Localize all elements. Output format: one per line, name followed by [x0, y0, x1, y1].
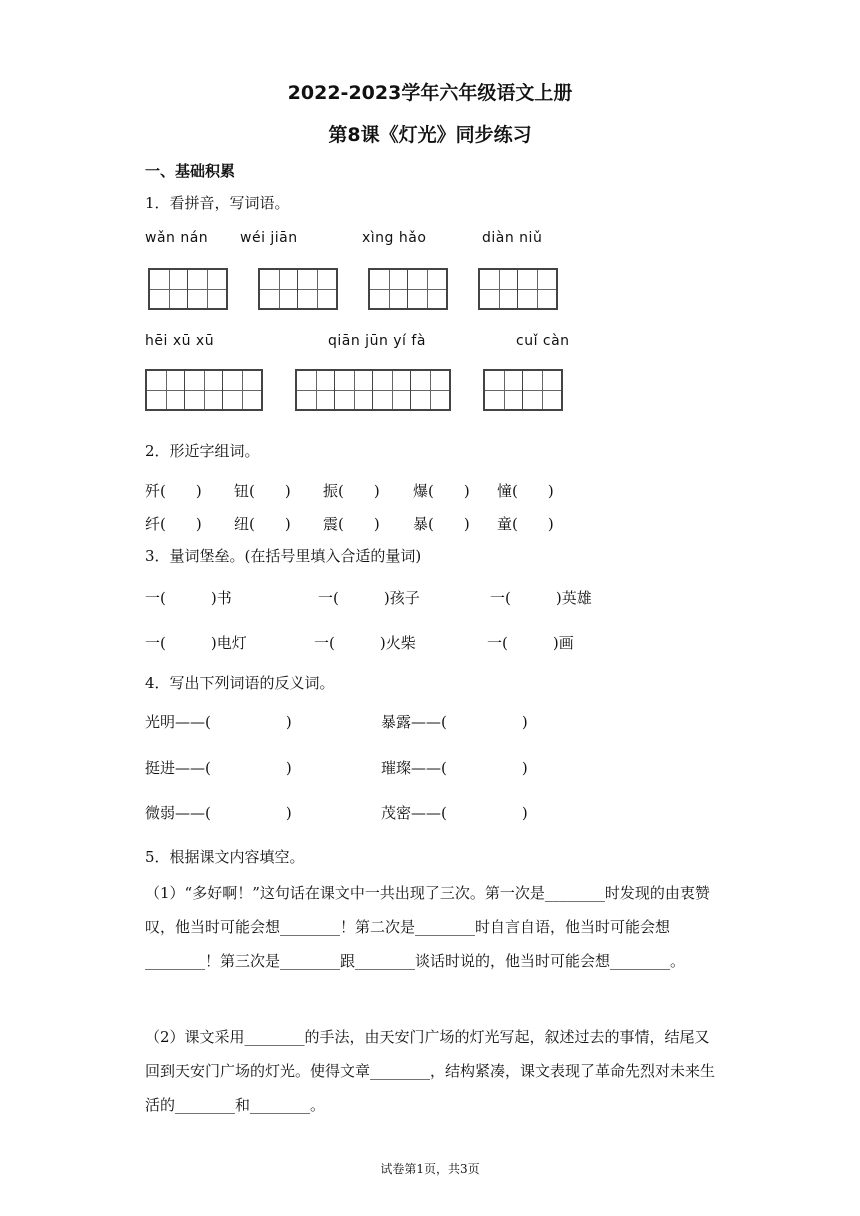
antonym-item: 挺进——( ) — [145, 759, 292, 777]
word-pair-item: 震( ) — [323, 515, 380, 533]
char-grid-6[interactable] — [295, 369, 451, 411]
fill-blank-paragraph-2: （2）课文采用________的手法，由天安门广场的灯光写起，叙述过去的事情，结尾又回到天安门广场的灯光。使得文章________，结构紧凑，课文表现了革命先烈对未来生活的________和________。 — [145, 1028, 716, 1114]
antonym-item: 茂密——( ) — [381, 804, 528, 822]
word-pair-item: 暴( ) — [413, 515, 470, 533]
page-subtitle: 第8课《灯光》同步练习 — [328, 124, 532, 146]
char-grid-7[interactable] — [483, 369, 563, 411]
antonym-item: 璀璨——( ) — [381, 759, 528, 777]
word-pair-item: 纤( ) — [145, 515, 202, 533]
pinyin-6: qiān jūn yí fà — [328, 333, 426, 349]
measure-word-item: 一( )孩子 — [318, 589, 420, 607]
question-2-label: 2．形近字组词。 — [145, 442, 260, 460]
word-pair-item: 钮( ) — [234, 482, 291, 500]
antonym-item: 微弱——( ) — [145, 804, 292, 822]
antonym-item: 暴露——( ) — [381, 713, 528, 731]
pinyin-5: hēi xū xū — [145, 333, 215, 349]
measure-word-item: 一( )英雄 — [490, 589, 592, 607]
word-pair-item: 歼( ) — [145, 482, 202, 500]
antonym-item: 光明——( ) — [145, 713, 292, 731]
page-footer: 试卷第1页，共3页 — [380, 1162, 480, 1176]
word-pair-item: 振( ) — [323, 482, 380, 500]
word-pair-item: 童( ) — [497, 515, 554, 533]
word-pair-item: 憧( ) — [497, 482, 554, 500]
char-grid-2[interactable] — [258, 268, 338, 310]
char-grid-3[interactable] — [368, 268, 448, 310]
char-grid-1[interactable] — [148, 268, 228, 310]
question-3-label: 3．量词堡垒。(在括号里填入合适的量词) — [145, 547, 422, 565]
pinyin-3: xìng hǎo — [362, 230, 427, 246]
measure-word-item: 一( )画 — [487, 634, 574, 652]
question-4-label: 4．写出下列词语的反义词。 — [145, 674, 335, 692]
word-pair-item: 爆( ) — [413, 482, 470, 500]
section-heading: 一、基础积累 — [145, 162, 236, 180]
fill-blank-paragraph-1: （1）“多好啊！”这句话在课文中一共出现了三次。第一次是________时发现的由衷赞叹，他当时可能会想________！第二次是________时自言自语，他当时可能会想________！第三次是________跟________谈话时说的，他当时可能会想________。 — [145, 884, 710, 970]
question-1-label: 1．看拼音，写词语。 — [145, 194, 290, 212]
pinyin-1: wǎn nán — [145, 230, 209, 246]
measure-word-item: 一( )火柴 — [314, 634, 416, 652]
char-grid-4[interactable] — [478, 268, 558, 310]
measure-word-item: 一( )电灯 — [145, 634, 247, 652]
pinyin-2: wéi jiān — [240, 230, 298, 246]
measure-word-item: 一( )书 — [145, 589, 232, 607]
pinyin-4: diàn niǔ — [482, 230, 543, 246]
question-5-label: 5．根据课文内容填空。 — [145, 848, 305, 866]
pinyin-7: cuǐ càn — [516, 333, 570, 349]
char-grid-5[interactable] — [145, 369, 263, 411]
word-pair-item: 纽( ) — [234, 515, 291, 533]
page-title: 2022-2023学年六年级语文上册 — [287, 82, 573, 104]
